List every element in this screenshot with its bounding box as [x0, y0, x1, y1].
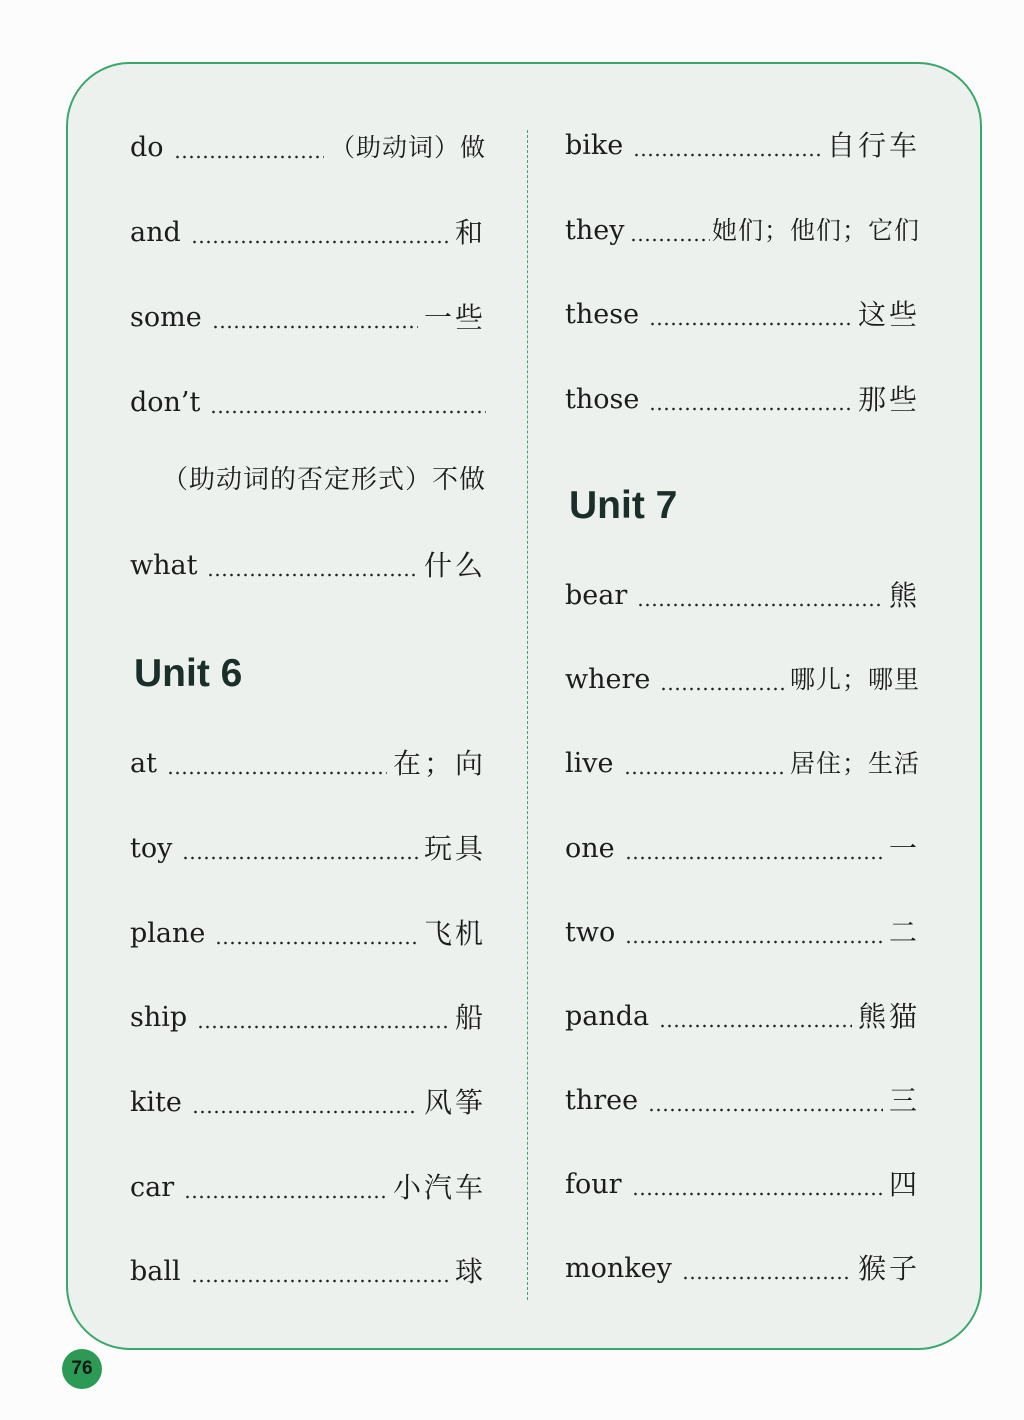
chinese-meaning: 熊猫 — [857, 1000, 920, 1033]
chinese-meaning: 熊 — [888, 579, 920, 612]
dot-leader — [633, 153, 821, 157]
vocab-entry — [130, 383, 486, 423]
dot-leader — [632, 1192, 883, 1196]
vocab-entry — [565, 660, 920, 700]
dot-leader — [649, 322, 852, 326]
dot-leader — [210, 410, 486, 414]
english-word: do — [130, 132, 164, 163]
chinese-meaning: 和 — [454, 216, 486, 249]
dot-leader — [174, 155, 324, 159]
vocab-entry — [565, 126, 920, 166]
vocab-entry-continuation — [130, 460, 486, 500]
vocab-entry — [130, 298, 486, 338]
vocab-entry — [130, 914, 486, 954]
vocabulary-panel — [66, 62, 982, 1350]
chinese-meaning: （助动词）做 — [329, 133, 486, 162]
vocab-entry — [565, 1249, 920, 1289]
dot-leader — [624, 771, 784, 775]
vocab-entry — [565, 829, 920, 869]
dot-leader — [197, 1025, 449, 1029]
vocab-entry — [565, 997, 920, 1037]
dot-leader — [660, 687, 784, 691]
vocab-entry — [130, 829, 486, 869]
vocab-entry — [565, 295, 920, 335]
chinese-meaning: 船 — [454, 1001, 486, 1034]
column-divider — [527, 130, 528, 1300]
dot-leader — [184, 1195, 387, 1199]
english-word: some — [130, 302, 202, 333]
page-number-badge — [62, 1349, 102, 1389]
vocab-entry — [130, 1168, 486, 1208]
vocab-entry — [130, 546, 486, 586]
dot-leader — [212, 325, 418, 329]
vocab-entry — [130, 744, 486, 784]
chinese-meaning: 一些 — [423, 301, 486, 334]
chinese-meaning: 球 — [454, 1255, 486, 1288]
vocab-entry — [130, 1252, 486, 1292]
english-word: bear — [565, 580, 628, 611]
chinese-meaning: 自行车 — [826, 129, 920, 162]
dot-leader — [648, 1108, 883, 1112]
chinese-meaning: 在；向 — [392, 747, 486, 780]
english-word: and — [130, 217, 181, 248]
dot-leader — [182, 856, 418, 860]
english-word: what — [130, 550, 198, 581]
english-word: where — [565, 664, 651, 695]
dot-leader — [682, 1276, 852, 1280]
dot-leader — [637, 603, 883, 607]
english-word: those — [565, 384, 640, 415]
english-word: kite — [130, 1087, 182, 1118]
english-word: panda — [565, 1001, 650, 1032]
chinese-meaning: 小汽车 — [392, 1171, 486, 1204]
vocab-entry — [565, 211, 920, 251]
english-word: live — [565, 748, 614, 779]
english-word: toy — [130, 833, 173, 864]
chinese-meaning: 什么 — [423, 549, 486, 582]
vocab-entry — [130, 128, 486, 168]
vocab-entry — [565, 913, 920, 953]
vocab-entry — [565, 1081, 920, 1121]
chinese-meaning: 风筝 — [423, 1086, 486, 1119]
dot-leader — [191, 1279, 449, 1283]
vocab-entry — [565, 380, 920, 420]
chinese-meaning: 飞机 — [423, 917, 486, 950]
dot-leader — [192, 1110, 418, 1114]
dot-leader — [215, 941, 418, 945]
english-word: ship — [130, 1002, 188, 1033]
english-word: at — [130, 748, 157, 779]
english-word: car — [130, 1172, 175, 1203]
english-word: monkey — [565, 1253, 672, 1284]
dot-leader — [625, 856, 883, 860]
chinese-meaning: 玩具 — [423, 832, 486, 865]
dot-leader — [649, 407, 852, 411]
english-word: they — [565, 215, 625, 246]
dot-leader — [207, 573, 418, 577]
chinese-meaning: 四 — [888, 1168, 920, 1201]
vocab-entry — [130, 213, 486, 253]
vocab-entry — [130, 1083, 486, 1123]
chinese-meaning: 那些 — [857, 383, 920, 416]
dot-leader — [630, 238, 710, 242]
dot-leader — [625, 940, 883, 944]
dot-leader — [659, 1024, 852, 1028]
dot-leader — [191, 240, 449, 244]
english-word: plane — [130, 918, 206, 949]
chinese-meaning: 一 — [888, 832, 920, 865]
chinese-meaning: 猴子 — [857, 1252, 920, 1285]
english-word: don’t — [130, 387, 201, 418]
chinese-meaning: 三 — [888, 1084, 920, 1117]
english-word: three — [565, 1085, 639, 1116]
english-word: two — [565, 917, 616, 948]
chinese-meaning: 她们；他们；它们 — [711, 216, 920, 245]
page-number: 76 — [71, 1358, 93, 1379]
vocab-entry — [565, 1165, 920, 1205]
english-word: these — [565, 299, 640, 330]
unit-heading: Unit 6 — [134, 652, 243, 695]
chinese-meaning: 二 — [888, 916, 920, 949]
english-word: four — [565, 1169, 622, 1200]
chinese-meaning: （助动词的否定形式）不做 — [161, 465, 486, 495]
english-word: one — [565, 833, 615, 864]
chinese-meaning: 哪儿；哪里 — [789, 665, 920, 694]
english-word: bike — [565, 130, 624, 161]
chinese-meaning: 这些 — [857, 298, 920, 331]
dot-leader — [167, 771, 387, 775]
vocab-entry — [130, 998, 486, 1038]
unit-heading: Unit 7 — [569, 484, 678, 527]
vocab-entry — [565, 576, 920, 616]
english-word: ball — [130, 1256, 181, 1287]
chinese-meaning: 居住；生活 — [789, 749, 920, 778]
vocab-entry — [565, 744, 920, 784]
